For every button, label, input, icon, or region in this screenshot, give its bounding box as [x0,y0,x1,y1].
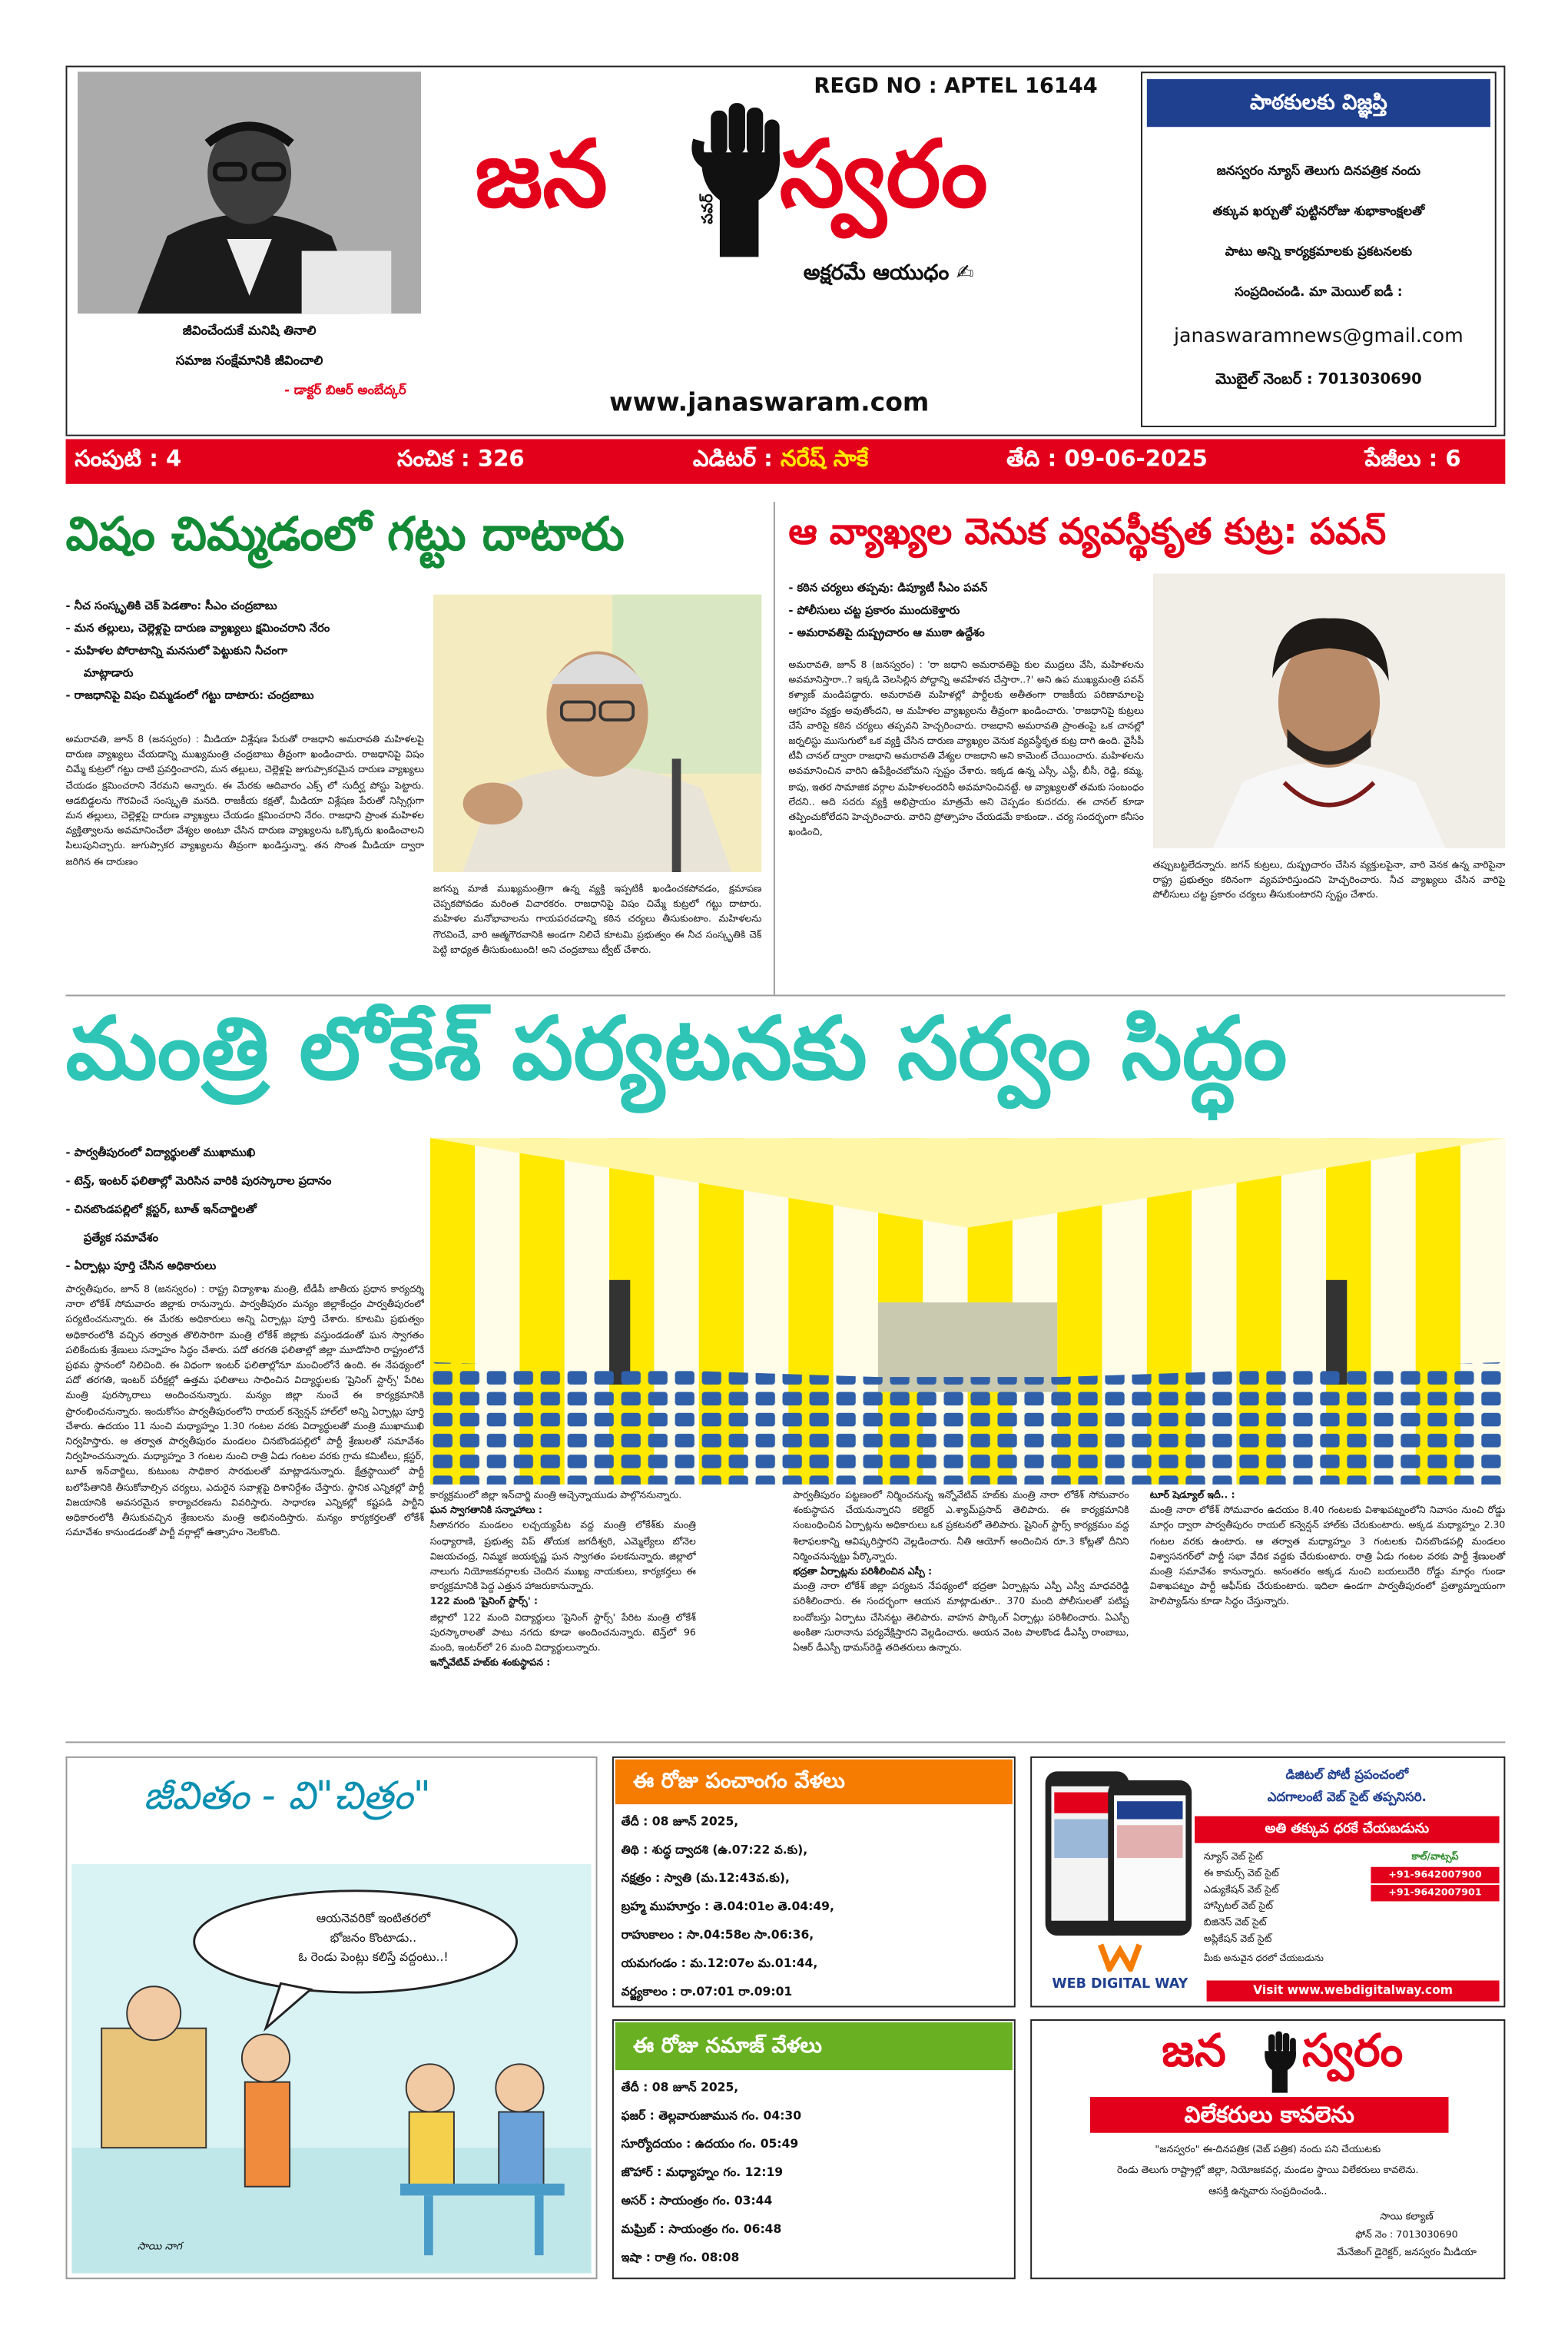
reporters-line: "జనస్వరం" ఈ-దినపత్రిక (వెబ్ పత్రిక) నందు పని చేయుటకు [1155,2143,1381,2155]
story1-body-right: జగన్ను మాజీ ముఖ్యమంత్రిగా ఉన్న వ్యక్తి ఇప్పటికీ ఖండించకపోవడం, క్షమాపణ చెప్పకపోవడం మరింత విచారకరం. రాజధానిపై విషం చిమ్మే కుట్రలో గట్టు దాటారు. మహిళల మనోభావాలను గాయపరచడాన్ని కఠిన చర్యలు తీసుకుంటాం. మహిళలను గౌరవించే, వారి ఆత్మగౌరవానికి అండగా నిలిచే కూటమి ప్రభుత్వం ఈ నీచ సంస్కృతికి చెక్ పెట్టి బాధ్యత తీసుకుంటుంది! అని చంద్రబాబు ట్వీట్ చేశారు. [433,882,762,956]
notice-line: పాటు అన్ని కార్యక్రమాలకు ప్రకటనలకు [1225,244,1412,260]
reporters-ad-body [1039,2139,1497,2202]
namaz-line: జొహార్ : మధ్యాహ్నం గం. 12:19 [621,2165,784,2180]
bullet: - నీచ సంస్కృతికి చెక్ పెడతాం: సీఎం చంద్రబాబు [65,599,277,612]
ad-footnote: మీకు అనువైన ధరలో చేయబడును [1203,1953,1324,1965]
panchangam-line: బ్రహ్మ ముహూర్తం : తె.04:01ల తె.04:49, [621,1899,834,1914]
story2-body-bottom: తప్పుబట్టలేదన్నారు. జగన్ కుట్రలు, దుష్ప్రచారం చేసిన వ్యక్తులపైనా, వారి వెనక ఉన్న వారిపైనా రాష్ట్ర ప్రభుత్వం కఠినంగా వ్యవహరిస్తుందని హెచ్చరించారు. నీచ వ్యాఖ్యలు చేసిన వారిపై పోలీసులు చట్ట ప్రకారం చర్యలు తీసుకుంటారని స్పష్టం చేశారు. [1152,858,1506,901]
namaz-line: సూర్యోదయం : ఉదయం గం. 05:49 [621,2137,799,2151]
regd-number: REGD NO : APTEL 16144 [814,75,1098,99]
bullet: - మహిళల పోరాటాన్ని మనసులో పెట్టుకుని నీచంగా [65,643,288,658]
webdigital-logo [1046,1942,1195,1992]
ad-logo-swaram: స్వరం [1301,2025,1404,2078]
bullet: - మన తల్లులు, చెల్లెళ్లపై దారుణ వ్యాఖ్యలు క్షమించరాని నేరం [65,621,330,635]
bullet: మాట్లాడారు [83,665,134,680]
story3-bullets [66,1138,432,1280]
ad-service-item: ఈ కామర్స్ వెబ్ సైట్ [1203,1866,1279,1879]
chandrababu-photo [433,595,762,873]
reporters-contact [1314,2208,1500,2261]
bullet: ప్రత్యేక సమావేశం [83,1230,158,1245]
logo-jana: జన [475,119,608,229]
notice-mobile: మొబైల్ నెంబర్ : 7013030690 [1215,372,1422,389]
story3-subhead: ఘన స్వాగతానికి సన్నాహాలు : [429,1504,542,1517]
ad-headline [1195,1766,1500,1810]
namaz-line: ఫజర్ : తెల్లవారుజామున గం. 04:30 [621,2108,802,2123]
ad-service-item: అప్లికేషన్ వెబ్ సైట్ [1203,1932,1272,1945]
ambedkar-quote [78,317,421,406]
namaz-line: ఇషా : రాత్రి గం. 08:08 [621,2251,740,2264]
story2-headline: ఆ వ్యాఖ్యల వెనుక వ్యవస్థీకృత కుట్ర: పవన్ [788,510,1387,553]
bullet: - పార్వతీపురంలో విద్యార్థులతో ముఖాముఖి [65,1145,256,1159]
issue-label: సంచిక : 326 [397,445,525,473]
story2-body-left: అమరావతి, జూన్ 8 (జనస్వరం) : 'రా జధాని అమరావతిపై కుల ముద్రలు వేసి, మహిళలను అవమానిస్తారా..? ఇక్కడి వెలసిల్లిన పోద్దాన్ని అవహేళన చేస్తారా..?' అని ఉప ముఖ్యమంత్రి పవన్ కళ్యాణ్ మండిపడ్డారు. అమరావతి మహిళల్లో పార్టీలకు అతీతంగా రాజకీయ పరిణామాలపై ఆగ్రహం వ్యక్తం అవుతోందని, ఆ మహిళల వ్యాఖ్యలను తీవ్రంగా ఖండించారు. 'రాజధానిపై కుట్రలు చేసే వారిపై కఠిన చర్యలు తప్పవని హెచ్చరించారు. రాజధాని అమరావతి ప్రాంతంపై ఒక చానల్లో జర్నలిస్టు ముసుగులో ఒక వ్యక్తి చేసిన దారుణ వ్యాఖ్యల వెనుక వ్యవస్థీకృత కుట్ర దాగి ఉంది. వైసీపీ టీవీ చానల్ ద్వారా రాజధాని అమరావతి వేశ్యల రాజధాని అని కామెంట్ చేయించారు. మహిళలను అవమానించిన వారిని ఉపేక్షించబోమని స్పష్టం చేశారు. ఇక్కడ ఉన్న ఎస్సీ, ఎస్టీ, బీసీ, రెడ్డి, కమ్మ, కాపు, ఇతర సామాజిక వర్గాల మహిళలందరినీ అవమానించినట్టే. ఆ వ్యాఖ్యలతో తమకు సంబంధం లేదని.. అది సదరు వ్యక్తి అభిప్రాయం మాత్రమే అని చెప్పడం కుదరదు. ఈ చానల్ కూడా తప్పించుకోలేదని హెచ్చరించారు. వారిని ప్రోత్సాహం చేయడమే కాకుండా.. చర్య సందర్భంగా కనీసం ఖండించి, [788,658,1144,838]
ad-fist-icon [1258,2029,1302,2095]
ad-headline-line: ఎదగాలంటే వెబ్ సైట్ తప్పనిసరి. [1267,1790,1427,1806]
phone-mockup-icon [1036,1766,1201,1945]
panchangam-line: తేదీ : 08 జూన్ 2025, [621,1814,739,1829]
pages-label: పేజీలు : 6 [1364,445,1461,473]
ad-service-item: హాస్పిటల్ వెబ్ సైట్ [1203,1899,1274,1912]
story3-col2-body2: జిల్లాలో 122 మంది విద్యార్థులు 'షైనింగ్ స్టార్స్' పేరిట మంత్రి లోకేశ్ పురస్కారాలతో పాటు నగదు కూడా అందించనున్నారు. టెన్త్‌లో 96 మంది, ఇంటర్‌లో 26 మంది విద్యార్థులున్నారు. [429,1611,696,1654]
namaz-list [622,2073,1009,2272]
ad-service-list [1204,1849,1368,1947]
bubble-line: ఆయనెవరికో ఇంటితరలో [316,1912,431,1926]
ad-contact-label: కాల్/వాట్సప్ [1411,1850,1459,1863]
story3-col3 [793,1488,1129,1734]
quote-line-2: సమాజ సంక్షేమానికి జీవించాలి [175,353,323,370]
pawan-kalyan-photo [1153,573,1506,848]
story3-col2-top: కార్యక్రమంలో జిల్లా ఇన్‌చార్జి మంత్రి అచ్చెన్నాయుడు పాల్గొననున్నారు. [429,1488,682,1501]
story3-col4-body: మంత్రి నారా లోకేశ్ సోమవారం ఉదయం 8.40 గంటలకు విశాఖపట్నంలోని నివాసం నుంచి రోడ్డు మార్గం ద్వారా పార్వతీపురం రాయల్ కన్వెన్షన్ హాల్‌కు చేరుకుంటారు. అక్కడ మధ్యాహ్నం 2.30 గంటల వరకు ఉంటారు. ఆ తర్వాత మధ్యాహ్నం 3 గంటలకు చినబొండపల్లి మండలం విశ్వాసనగర్‌లో పార్టీ సభా వేదిక వద్దకు చేరుకుంటారు. రాత్రి ఏడు గంటల వరకు పార్టీ శ్రేణులతో మంత్రి సమావేశం కానున్నారు. అనంతరం అక్కడ నుంచి బయలుదేరి రోడ్డు మార్గం గుండా విశాఖపట్నం పార్టీ ఆఫీస్‌కు చేరుకుంటారు. ఇదిలా ఉండగా పార్వతీపురంలో ప్రత్యామ్నాయంగా హెలిప్యాడ్‌ను కూడా సిద్ధం చేస్తున్నారు. [1149,1504,1506,1608]
story3-col2-body1: సీతానగరం మండలం లచ్చయ్యపేట వద్ద మంత్రి లోకేశ్‌కు మంత్రి సంధ్యారాణి, ప్రభుత్వ విప్ తోయక జగదీశ్వరి, ఎమ్మెల్యేలు బోనెల విజయచంద్ర, నిమ్మక జయకృష్ణ ఘన స్వాగతం పలకనున్నారు. జిల్లాలో నాలుగు నియోజకవర్గాలకు చెందిన ముఖ్య నాయకులు, కార్యకర్తలు ఈ కార్యక్రమానికి పెద్ద ఎత్తున హాజరుకానున్నారు. [429,1519,696,1593]
fist-icon [687,95,791,260]
reporters-wanted-title: విలేకరులు కావలెను [1090,2097,1449,2133]
info-bar [66,439,1506,483]
ad-visit-link[interactable]: Visit www.webdigitalway.com [1207,1980,1500,2001]
namaz-line: అసర్ : సాయంత్రం గం. 03:44 [621,2194,773,2208]
namaz-title: ఈ రోజు నమాజ్ వేళలు [615,2022,1013,2070]
ad-logo-jana: జన [1162,2025,1226,2078]
namaz-line: తేదీ : 08 జూన్ 2025, [621,2080,739,2095]
panchangam-line: వర్జ్యకాలం : రా.07:01 రా.09:01 [621,1985,793,1999]
bullet: - అమరావతిపై దుష్ప్రచారం ఆ ముఠా ఉద్దేశం [788,625,985,639]
cartoon-speech-bubble [224,1909,523,1967]
reader-notice-title: పాఠకులకు విజ్ఞప్తి [1147,79,1490,127]
logo-swaram: స్వరం [779,119,988,229]
bullet: - ఏర్పాట్లు పూర్తి చేసిన అధికారులు [65,1259,217,1273]
date-label: తేది : 09-06-2025 [1006,445,1208,473]
panchangam-line: రాహుకాలం : సా.04:58ల సా.06:36, [621,1928,814,1942]
ad-service-item: న్యూస్ వెబ్ సైట్ [1203,1850,1263,1863]
notice-line: తక్కువ ఖర్చుతో పుట్టినరోజు శుభాకాంక్షలతో [1212,204,1425,220]
namaz-line: మఘ్రిబ్ : సాయంత్రం గం. 06:48 [621,2222,782,2236]
story1-body-left: అమరావతి, జూన్ 8 (జనస్వరం) : మీడియా విశ్లేషణ పేరుతో రాజధాని అమరావతి మహిళలపై దారుణ వ్యాఖ్యలు చేయడాన్ని ముఖ్యమంత్రి చంద్రబాబు తీవ్రంగా ఖండించారు. రాజధానిపై విషం చిమ్మే కుట్రలో గట్టు దాటి ప్రవర్తించారని, మన తల్లులు, చెల్లెళ్లపై జుగుప్సాకరమైన దారుణ వ్యాఖ్యలు చేయడం క్షమించరాని నేరమని అన్నారు. ఈ మేరకు ఆదివారం ఎక్స్ లో సుదీర్ఘ పోస్టు పెట్టారు. ఆడబిడ్డలను గౌరవించే సంస్కృతి మనది. రాజకీయ కక్షతో, మీడియా విశ్లేషణ పేరుతో నిస్సిగ్గుగా మన తల్లులు, చెల్లెళ్లపై దారుణ వ్యాఖ్యలు చేయడం క్షమించరాని నేరం. రాజధాని ప్రాంత మహిళల వ్యక్తిత్వాలను అవమానించేలా వేశ్యల అంటూ చేసిన దారుణ వ్యాఖ్యలను ఒక్కొక్కరు ఖండించాలని పిలుపునిచ్చారు. జుగుప్సాకర వ్యాఖ్యలను తీవ్రంగా ఖండిస్తున్నా. తన సొంత మీడియా ద్వారా జరిగిన ఈ దారుణం [65,733,425,867]
tagline: అక్షరమే ఆయుధం ✍ [803,261,974,286]
convention-hall-photo [430,1138,1506,1485]
ad-service-item: ఎడ్యుకేషన్ వెబ్ సైట్ [1203,1883,1279,1896]
bullet: - రాజధానిపై విషం చిమ్మడంలో గట్టు దాటారు: చంద్రబాబు [65,688,314,702]
notice-line: జనస్వరం న్యూస్ తెలుగు దినపత్రిక నందు [1216,164,1420,180]
bubble-line: భోజనం కొంటాడు.. [330,1931,417,1945]
editor-prefix: ఎడిటర్ : [692,445,781,473]
story3-headline: మంత్రి లోకేశ్ పర్యటనకు సర్వం సిద్ధం [65,997,1288,1100]
contact-phone: ఫోన్ నెం : 7013030690 [1355,2228,1458,2241]
notice-line: సంప్రదించండి. మా మెయిల్ ఐడీ : [1235,285,1403,300]
editor-label [693,445,868,478]
webdigital-logo-text: WEB DIGITAL WAY [1052,1977,1188,1993]
cartoon-title: జీవితం - వి"చిత్రం" [143,1774,431,1820]
panchangam-title: ఈ రోజు పంచాంగం వేళలు [615,1760,1013,1804]
reader-notice-body [1147,152,1490,313]
website-url[interactable]: www.janaswaram.com [609,388,930,419]
story3-subhead: టూర్ షెడ్యూల్ ఇదీ.. : [1149,1488,1235,1501]
contact-role: మేనేజింగ్ డైరెక్టర్, జనస్వరం మీడియా [1337,2246,1477,2259]
logo-power: పవర్ [700,194,718,224]
story2-bullets [788,576,1147,643]
bullet: - కఠిన చర్యలు తప్పవు: డిప్యూటీ సీఎం పవన్ [788,581,988,595]
quote-author: - డాక్టర్ బిఆర్ అంబేద్కర్ [284,383,406,399]
panchangam-line: నక్షత్రం : స్వాతి (మ.12:43వ.కు), [621,1871,790,1886]
reporters-line: ఆసక్తి ఉన్నవారు సంప్రదించండి.. [1208,2184,1328,2198]
story3-col4 [1150,1488,1506,1734]
story1-headline: విషం చిమ్మడంలో గట్టు దాటారు [65,507,625,562]
bullet: - టెన్త్, ఇంటర్ ఫలితాల్లో మెరిసిన వారికి పురస్కారాల ప్రదానం [65,1173,332,1188]
ad-phone: +91-9642007901 [1371,1885,1499,1901]
ad-service-item: బిజినెస్ వెబ్ సైట్ [1203,1916,1267,1929]
notice-email[interactable]: janaswaramnews@gmail.com [1174,325,1464,348]
editor-name: నరేష్ సాకే [780,445,869,473]
contact-name: సాయి కల్యాణ్ [1380,2210,1434,2223]
story3-col3-body: పార్వతీపురం పట్టణంలో నిర్మించనున్న ఇన్నోవేటివ్ హబ్‌కు మంత్రి నారా లోకేశ్ సోమవారం శంకుస్థాపన చేయనున్నారని కలెక్టర్ ఎ.శ్యామ్‌ప్రసాద్ తెలిపారు. ఈ కార్యక్రమానికి సంబంధించిన ఏర్పాట్లను అధికారులు ఒక ప్రకటనలో తెలిపారు. షైనింగ్ స్టార్స్ కార్యక్రమం వద్ద శిలాఫలకాన్ని ఆవిష్కరిస్తారని వెల్లడించారు. నీతి ఆయోగ్ అందించిన రూ.3 కోట్లతో దీనిని నిర్మించనున్నట్టు పేర్కొన్నారు. [793,1488,1129,1562]
bullet: - చినబొండపల్లిలో క్లస్టర్, బూత్ ఇన్‌చార్జిలతో [65,1202,257,1216]
story1-bullets [66,595,425,707]
story3-col3-body2: మంత్రి నారా లోకేశ్ జిల్లా పర్యటన నేపథ్యంలో భద్రతా ఏర్పాట్లను ఎస్పీ ఎస్వీ మాధవరెడ్డి పరిశీలించారు. ఈ సందర్భంగా ఆయన మాట్లాడుతూ.. 370 మంది పోలీసులతో పటిష్ట బందోబస్తు ఏర్పాటు చేసినట్టు తెలిపారు. వాహన పార్కింగ్ ఏర్పాట్లు పరిశీలించారు. ఏఎస్పీ అంకితా సురానాను పర్యవేక్షిస్తారని వెల్లడించారు. ఆయన వెంట పాలకొండ డీఎస్పీ రాంబాబు, ఏఆర్ డీఎస్పీ థామస్‌రెడ్డి తదితరులు ఉన్నారు. [793,1580,1129,1654]
ad-contact [1371,1849,1499,1901]
story3-body-left: పార్వతీపురం, జూన్ 8 (జనస్వరం) : రాష్ట్ర విద్యాశాఖ మంత్రి, టీడీపీ జాతీయ ప్రధాన కార్యదర్శి నారా లోకేశ్ సోమవారం జిల్లాకు రానున్నారు. పార్వతీపురం మన్యం జిల్లాకేంద్రం పార్వతీపురంలో పర్యటించనున్నారు. ఈ మేరకు అధికారులు అన్ని ఏర్పాట్లు పూర్తి చేశారు. కూటమి ప్రభుత్వం అధికారంలోకి వచ్చిన తర్వాత తొలిసారిగా మంత్రి లోకేశ్ జిల్లాకు వస్తుండడంతో ఘన స్వాగతం పలికేందుకు శ్రేణులు సన్నాహం సిద్ధం చేశారు. పదో తరగతి ఫలితాల్లో జిల్లా మూడోసారి రాష్ట్రంలోనే ప్రథమ స్థానంలో నిలిచింది. ఈ విధంగా ఇంటర్ ఫలితాల్లోనూ మంచింలోనే ఉంది. ఈ నేపథ్యంలో పదో తరగతి, ఇంటర్ పరీక్షల్లో ఉత్తమ ఫలితాలు సాధించిన విద్యార్థులకు 'షైనింగ్ స్టార్స్' పేరిట మంత్రి పురస్కారాలు అందించనున్నారు. మన్యం జిల్లా నుంచే ఈ కార్యక్రమానికి ప్రారంభించనున్నారు. ఇందుకోసం పార్వతీపురంలోని రాయల్ కన్వెన్షన్ హాల్‌లో అన్ని ఏర్పాట్లు పూర్తి చేశారు. ఉదయం 11 నుంచి మధ్యాహ్నం 1.30 గంటల వరకు విద్యార్థులతో మంత్రి ముఖాముఖి నిర్వహిస్తారు. ఆ తర్వాత పార్వతీపురం మండలం చినబొండపల్లిలో పార్టీ శ్రేణులతో సమావేశం నిర్వహించనున్నారు. మధ్యాహ్నం 3 గంటల నుంచి రాత్రి ఏడు గంటల వరకు గ్రామ కమిటీలు, క్లస్టర్, బూత్ ఇన్‌చార్జిలు, కుటుంబ సాధికార సారథులతో మాట్లాడనున్నారు. క్షేత్రస్థాయిలో పార్టీ బలోపేతానికి తీసుకోవాల్సిన చర్యలు, ఎదురైన సవాళ్లపై దిశానిర్దేశం చేస్తారు. స్థానిక ఎన్నికల్లో పార్టీ విజయానికి అవసరమైన కార్యాచరణను వివరిస్తారు. సాధారణ ఎన్నికల్లో కష్టపడి పార్టీని అధికారంలోకి తీసుకువచ్చిన శ్రేణులను మంత్రి అభినందిస్తారు. మన్యం కార్యకర్తలతో లోకేశ్ సమావేశం కానుండడంతో పార్టీ వర్గాల్లో ఉత్సాహం నెలకొంది. [65,1282,425,1539]
panchangam-list [622,1807,1009,2006]
story3-subhead: భద్రతా ఏర్పాట్లను పరిశీలించిన ఎస్పీ : [793,1565,933,1577]
quote-line-1: జీవించేందుకే మనిషి తినాలి [182,323,317,340]
panchangam-line: తిథి : శుద్ధ ద్వాదశి (ఉ.07:22 వ.కు), [621,1843,808,1857]
ad-phone: +91-9642007900 [1371,1867,1499,1883]
ad-red-banner: అతి తక్కువ ధరకే చేయబడును [1195,1816,1500,1843]
ad-headline-line: డిజిటల్ పోటీ ప్రపంచంలో [1285,1768,1409,1783]
cartoonist-signature: సాయి నాగ [137,2240,182,2253]
story3-subhead: ఇన్నోవేటివ్ హబ్‌కు శంకుస్థాపన : [429,1657,551,1669]
section-divider [66,1741,1506,1743]
reporters-line: రెండు తెలుగు రాష్ట్రాల్లో జిల్లా, నియోజకవర్గ, మండల స్థాయి విలేకరులు కావలెను. [1117,2164,1419,2177]
panchangam-line: యమగండం : మ.12:07ల మ.01:44, [621,1956,818,1970]
volume-label: సంపుటి : 4 [75,445,182,473]
ambedkar-photo [78,71,421,313]
bullet: - పోలీసులు చట్ట ప్రకారం ముందుకెళ్తారు [788,603,960,617]
story3-subhead: 122 మంది 'షైనింగ్ స్టార్స్' : [429,1595,538,1608]
section-divider [66,995,1506,997]
story3-col2 [430,1488,696,1734]
bubble-line: ఓ రెండు పెంట్లు కలిస్తే వద్దంటు..! [298,1950,449,1965]
column-divider [774,502,775,994]
